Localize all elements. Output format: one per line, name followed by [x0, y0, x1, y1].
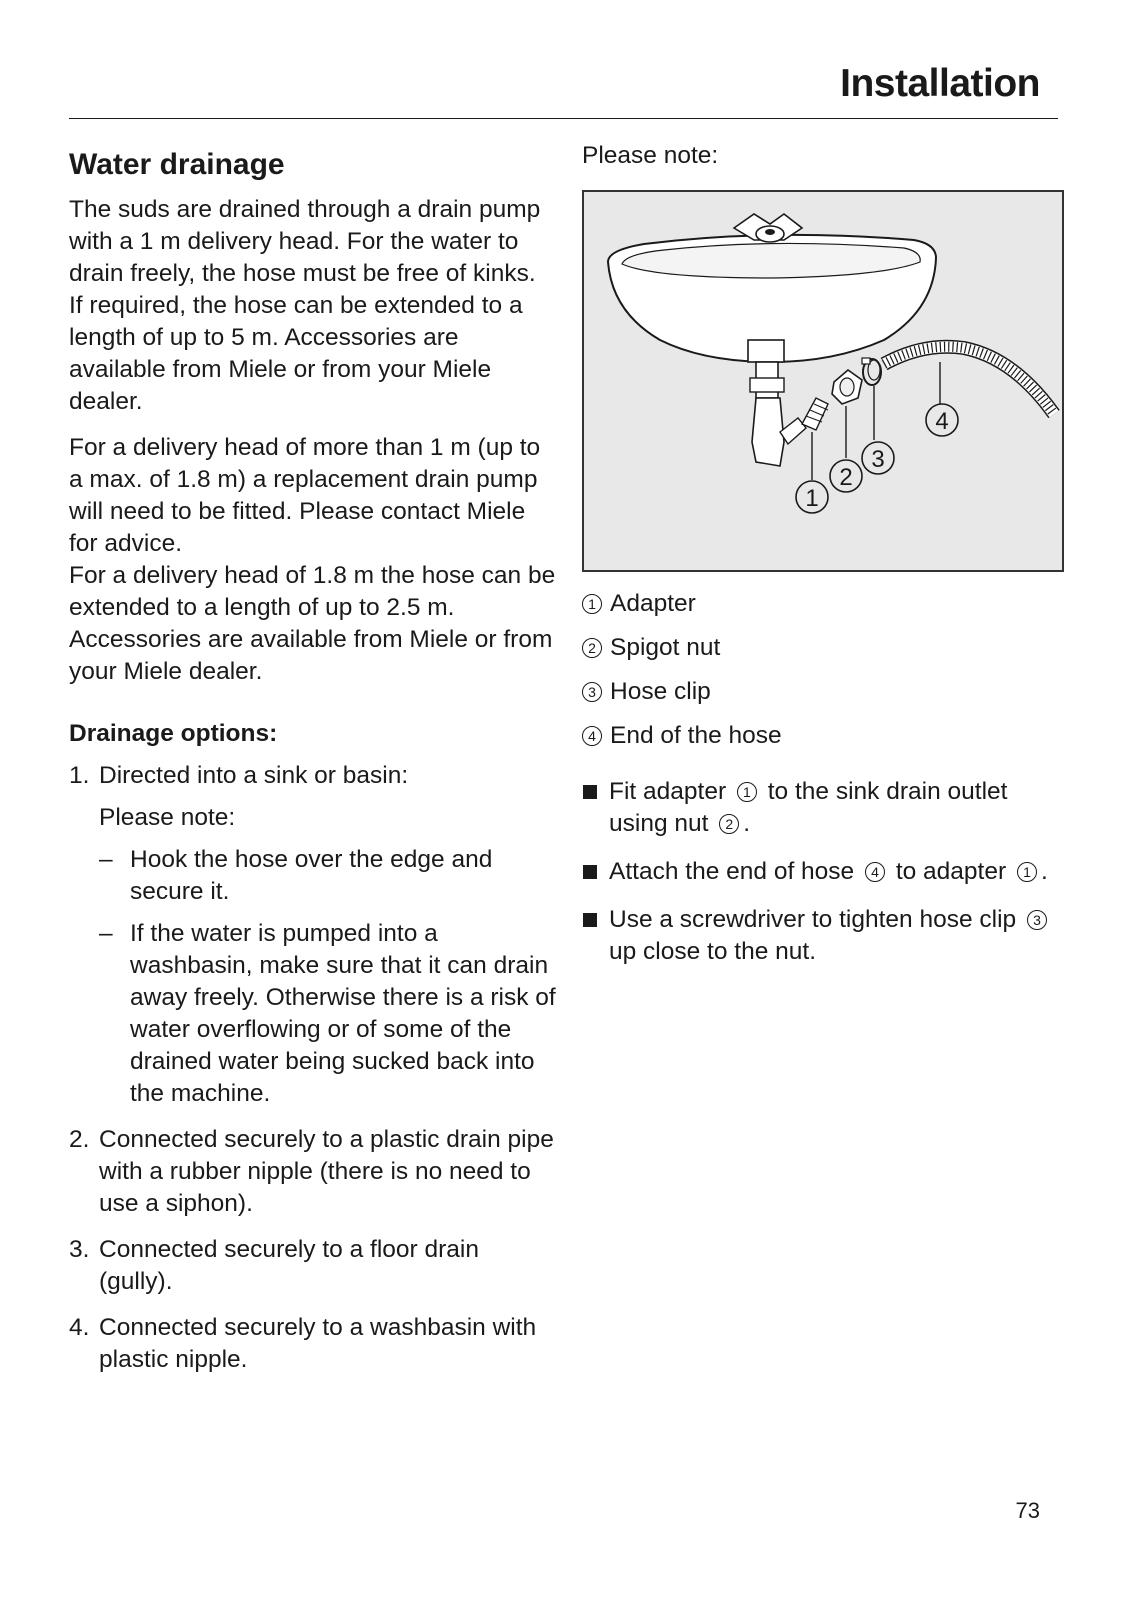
step-text: Fit adapter [609, 778, 727, 805]
dash-item [99, 918, 559, 1110]
list-number: 4. [69, 1314, 90, 1341]
step-text: Use a screwdriver to tighten hose clip [609, 906, 1017, 933]
dash-item-text: Hook the hose over the edge and secure it. [130, 846, 493, 905]
hose-clip-part [862, 358, 881, 385]
list-item [69, 1234, 559, 1298]
list-item-text: Connected securely to a floor drain (gully). [99, 1236, 479, 1295]
callout-2 [830, 460, 862, 492]
legend-text: Hose clip [610, 678, 711, 705]
ref-number: 3 [1027, 910, 1047, 930]
svg-text:4: 4 [935, 408, 949, 435]
note-label: Please note: [99, 804, 236, 831]
paragraph: The suds are drained through a drain pump with a 1 m delivery head. For the water to drain freely, the hose must be free of kinks. [69, 196, 541, 287]
svg-text:1: 1 [805, 485, 819, 512]
dash-item [99, 844, 559, 908]
list-number: 3. [69, 1236, 90, 1263]
legend-number: 2 [582, 638, 602, 658]
sink-drain-illustration [582, 190, 1064, 572]
callout-4 [926, 404, 958, 436]
legend-number: 1 [582, 594, 602, 614]
legend-text: Adapter [610, 590, 696, 617]
paragraph: For a delivery head of 1.8 m the hose can be extended to a length of up to 2.5 m. Accessories are available from Miele or from your Miele dealer. [69, 562, 556, 685]
ref-number: 4 [865, 862, 885, 882]
list-number: 2. [69, 1126, 90, 1153]
ref-number: 1 [737, 782, 757, 802]
instruction-steps [582, 776, 1062, 968]
legend-item [582, 588, 1062, 620]
left-column [69, 140, 559, 1390]
paragraph: If required, the hose can be extended to a length of up to 5 m. Accessories are available from Miele or from your Miele dealer. [69, 292, 523, 415]
adapter-part [802, 398, 828, 430]
sink-drain-drawing [584, 192, 1062, 570]
list-item [69, 1124, 559, 1220]
list-item-text: Connected securely to a washbasin with plastic nipple. [99, 1314, 537, 1373]
dash-mark: – [99, 846, 113, 873]
note-label: Please note: [582, 142, 719, 169]
instruction-step [582, 776, 1062, 840]
step-text: . [743, 810, 751, 837]
ref-number: 2 [719, 814, 739, 834]
list-item [69, 1312, 559, 1376]
square-bullet-icon [583, 865, 597, 879]
list-item-text: Connected securely to a plastic drain pipe with a rubber nipple (there is no need to use a siphon). [99, 1126, 554, 1217]
drainage-options-list [69, 760, 559, 1376]
svg-text:2: 2 [839, 464, 853, 491]
dash-mark: – [99, 920, 113, 947]
drainage-options-heading: Drainage options: [69, 720, 278, 747]
step-text: to the sink drain outlet using nut [609, 778, 1008, 837]
instruction-step [582, 904, 1062, 968]
header-divider [69, 118, 1058, 119]
list-item [69, 760, 559, 1110]
page-number: 73 [1015, 1498, 1040, 1523]
step-text: . [1040, 858, 1048, 885]
callout-1 [796, 481, 828, 513]
list-item-text: Directed into a sink or basin: [99, 762, 409, 789]
legend-text: End of the hose [610, 722, 782, 749]
legend-number: 4 [582, 726, 602, 746]
svg-text:3: 3 [871, 446, 885, 473]
page-section-title: Installation [840, 62, 1040, 105]
paragraph: For a delivery head of more than 1 m (up to a max. of 1.8 m) a replacement drain pump will need to be fitted. Please contact Miele for advice. [69, 434, 541, 557]
right-column [582, 140, 1062, 984]
hose-part [884, 347, 1054, 414]
step-text: to adapter [895, 858, 1007, 885]
legend-item [582, 676, 1062, 708]
square-bullet-icon [583, 785, 597, 799]
callout-3 [862, 442, 894, 474]
section-heading: Water drainage [69, 148, 285, 181]
figure-legend [582, 588, 1062, 752]
legend-item [582, 720, 1062, 752]
list-number: 1. [69, 762, 90, 789]
legend-text: Spigot nut [610, 634, 721, 661]
dash-item-text: If the water is pumped into a washbasin, make sure that it can drain away freely. Otherwise there is a risk of water overflowing or of some of the drained water being sucked back into the machine. [130, 920, 556, 1107]
ref-number: 1 [1017, 862, 1037, 882]
legend-item [582, 632, 1062, 664]
step-text: Attach the end of hose [609, 858, 855, 885]
instruction-step [582, 856, 1062, 888]
dash-list [99, 844, 559, 1110]
spigot-nut-part [832, 370, 862, 404]
step-text: up close to the nut. [609, 938, 817, 965]
square-bullet-icon [583, 913, 597, 927]
legend-number: 3 [582, 682, 602, 702]
